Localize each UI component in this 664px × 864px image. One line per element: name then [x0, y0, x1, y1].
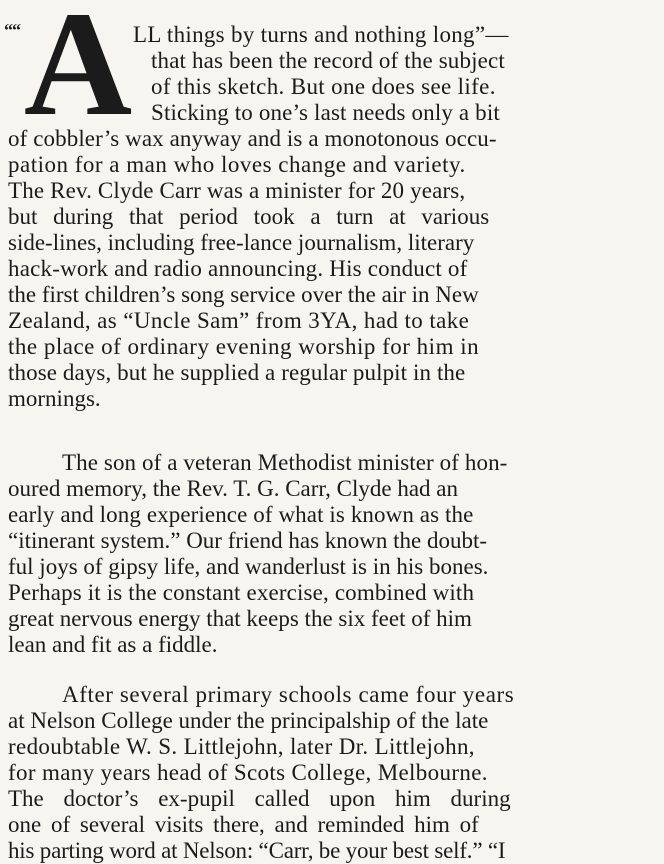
paragraph-1-line-1: LL things by turns and nothing long”—	[133, 22, 509, 47]
paragraph-3-line-6: one of several visits there, and reminded him of	[8, 812, 479, 837]
paragraph-2-line-7: great nervous energy that keeps the six feet of him	[8, 606, 472, 631]
paragraph-1-line-11: the first children’s song service over the air in New	[8, 282, 479, 307]
opening-quote-mark: ““	[4, 20, 20, 40]
drop-cap-glyph: A	[24, 2, 132, 120]
paragraph-1-line-7: The Rev. Clyde Carr was a minister for 20 years,	[8, 178, 466, 203]
paragraph-1-line-10: hack-work and radio announcing. His conduct of	[8, 256, 468, 281]
paragraph-3-line-3: redoubtable W. S. Littlejohn, later Dr. Littlejohn,	[8, 734, 475, 759]
paragraph-2-line-8: lean and fit as a fiddle.	[8, 632, 218, 657]
paragraph-1-line-14: those days, but he supplied a regular pulpit in the	[8, 360, 466, 385]
paragraph-3-line-5: The doctor’s ex-pupil called upon him during	[8, 786, 511, 811]
paragraph-3-line-1: After several primary schools came four years	[62, 682, 515, 707]
paragraph-3-line-2: at Nelson College under the principalship of the late	[8, 708, 489, 733]
paragraph-1-line-13: the place of ordinary evening worship for him in	[8, 334, 480, 359]
paragraph-2-line-1: The son of a veteran Methodist minister of hon-	[62, 450, 508, 475]
paragraph-1-line-12: Zealand, as “Uncle Sam” from 3YA, had to take	[8, 308, 470, 333]
paragraph-1-line-6: pation for a man who loves change and variety.	[8, 152, 466, 177]
paragraph-2-line-5: ful joys of gipsy life, and wanderlust is in his bones.	[8, 554, 489, 579]
paragraph-1-line-5: of cobbler’s wax anyway and is a monotonous occu-	[8, 126, 497, 151]
paragraph-3-line-4: for many years head of Scots College, Melbourne.	[8, 760, 488, 785]
paragraph-2-line-3: early and long experience of what is known as the	[8, 502, 474, 527]
paragraph-1-line-8: but during that period took a turn at various	[8, 204, 490, 229]
paragraph-1-line-2: that has been the record of the subject	[151, 48, 505, 73]
paragraph-2-line-2: oured memory, the Rev. T. G. Carr, Clyde had an	[8, 476, 459, 501]
paragraph-1-line-9: side-lines, including free-lance journalism, literary	[8, 230, 475, 255]
paragraph-1-line-15: mornings.	[8, 386, 101, 411]
paragraph-2-line-6: Perhaps it is the constant exercise, combined with	[8, 580, 475, 605]
paragraph-1-line-4: Sticking to one’s last needs only a bit	[151, 100, 500, 125]
paragraph-3-line-7: his parting word at Nelson: “Carr, be your best self.” “I	[8, 838, 506, 863]
paragraph-1-line-3: of this sketch. But one does see life.	[151, 74, 496, 99]
drop-cap-letter	[24, 2, 132, 120]
paragraph-2-line-4: “itinerant system.” Our friend has known the doubt-	[8, 528, 488, 553]
